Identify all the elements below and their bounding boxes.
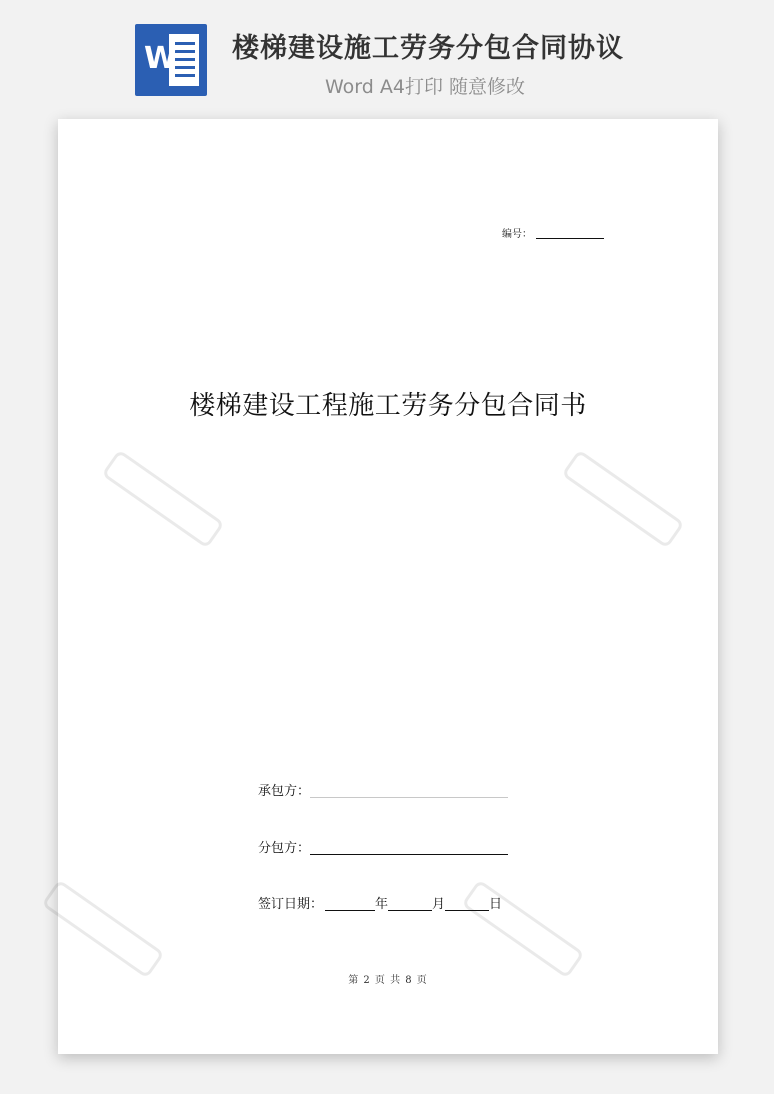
banner-subtitle: Word A4打印 随意修改 xyxy=(325,76,526,98)
sign-date-field xyxy=(258,895,502,915)
subcontractor-field xyxy=(258,839,508,859)
year-label: 年 xyxy=(375,897,389,912)
sign-date-label: 签订日期： xyxy=(258,897,324,912)
header-banner xyxy=(0,0,774,110)
watermark-icon xyxy=(98,445,227,552)
contractor-field xyxy=(258,782,508,802)
word-document-icon xyxy=(135,24,207,96)
serial-label: 编号： xyxy=(502,229,532,240)
contractor-blank[interactable] xyxy=(310,783,508,798)
subcontractor-blank[interactable] xyxy=(310,840,508,855)
word-letter: W xyxy=(144,41,178,76)
watermark-icon xyxy=(558,445,687,552)
serial-blank[interactable] xyxy=(536,238,604,239)
serial-number xyxy=(502,225,604,240)
page-footer: 第 2 页 共 8 页 xyxy=(348,975,428,986)
month-label: 月 xyxy=(432,897,446,912)
banner-title: 楼梯建设施工劳务分包合同协议 xyxy=(232,33,624,64)
contractor-label: 承包方： xyxy=(258,784,311,799)
document-page xyxy=(58,119,718,1054)
year-blank[interactable] xyxy=(325,896,375,911)
watermark-icon xyxy=(458,875,587,982)
day-blank[interactable] xyxy=(445,896,489,911)
subcontractor-label: 分包方： xyxy=(258,841,311,856)
watermark-icon xyxy=(38,875,167,982)
day-label: 日 xyxy=(489,897,503,912)
document-title: 楼梯建设工程施工劳务分包合同书 xyxy=(189,391,587,421)
month-blank[interactable] xyxy=(388,896,432,911)
